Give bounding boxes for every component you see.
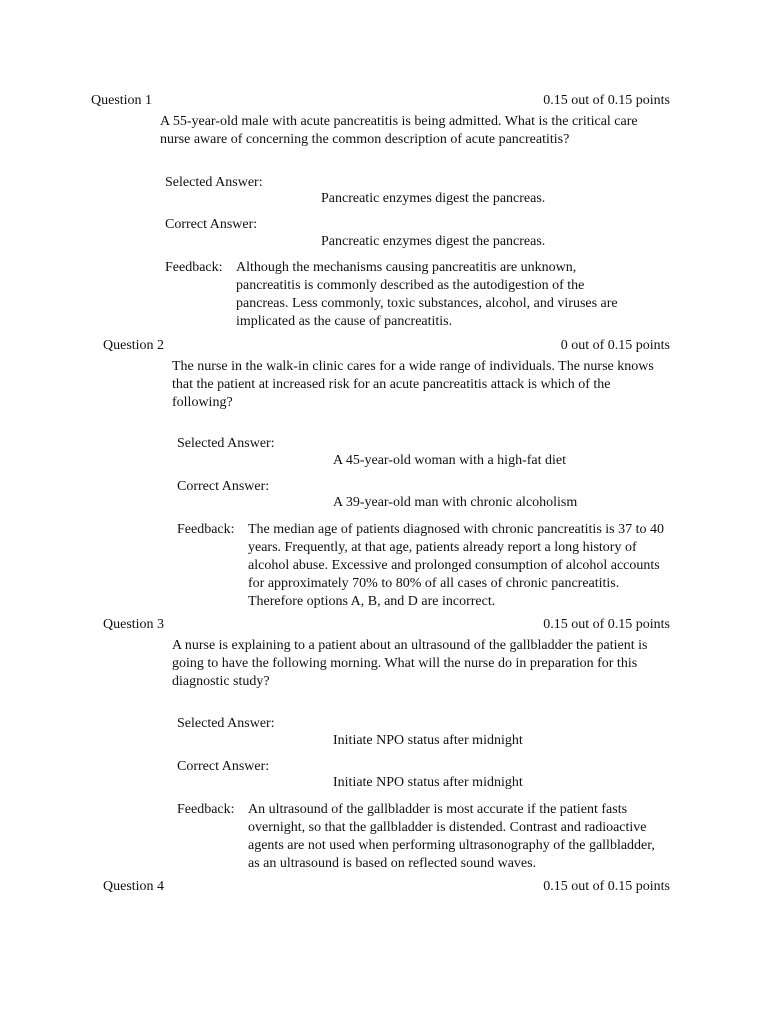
correct-answer-label: Correct Answer: — [177, 479, 270, 494]
feedback-text: The median age of patients diagnosed with chronic pancreatitis is 37 to 40 years. Frequently, at that age, patients already report a long history of alcohol abuse. Excessive and prolonged consumption of alcohol accounts for approximately 70% to 80% of all cases of chronic pancreatitis. Therefore options A, B, and D are incorrect. — [248, 522, 664, 609]
feedback-label: Feedback: — [165, 260, 223, 275]
feedback-text: Although the mechanisms causing pancreatitis are unknown, pancreatitis is commonly described as the autodigestion of the pancreas. Less commonly, toxic substances, alcohol, and viruses are implicated as the cause of pancreatitis. — [236, 260, 618, 329]
question-text: The nurse in the walk-in clinic cares for a wide range of individuals. The nurse knows that the patient at increased risk for an acute pancreatitis attack is which of the following? — [172, 359, 654, 410]
question-label: Question 4 — [103, 879, 165, 894]
question-3-header — [0, 616, 768, 634]
correct-answer-label: Correct Answer: — [165, 217, 258, 232]
question-points: 0.15 out of 0.15 points — [543, 617, 670, 632]
selected-answer-label: Selected Answer: — [177, 436, 275, 451]
feedback-label: Feedback: — [177, 802, 235, 817]
feedback-text: An ultrasound of the gallbladder is most accurate if the patient fasts overnight, so that the gallbladder is distended. Contrast and radioactive agents are not used when performing ultrasonography of the gallbladder, as an ultrasound is based on reflected sound waves. — [248, 802, 655, 871]
question-points: 0 out of 0.15 points — [560, 338, 670, 353]
question-2-header — [0, 337, 768, 355]
correct-answer-value: Pancreatic enzymes digest the pancreas. — [321, 234, 546, 249]
question-4-header — [0, 878, 768, 896]
question-text: A nurse is explaining to a patient about an ultrasound of the gallbladder the patient is going to have the following morning. What will the nurse do in preparation for this diagnostic study? — [172, 638, 648, 689]
question-label: Question 1 — [91, 93, 153, 108]
selected-answer-label: Selected Answer: — [165, 175, 263, 190]
selected-answer-value: Pancreatic enzymes digest the pancreas. — [321, 191, 546, 206]
question-1-header — [0, 92, 768, 110]
question-points: 0.15 out of 0.15 points — [543, 93, 670, 108]
correct-answer-value: Initiate NPO status after midnight — [333, 775, 523, 790]
question-text: A 55-year-old male with acute pancreatitis is being admitted. What is the critical care nurse aware of concerning the common description of acute pancreatitis? — [160, 114, 638, 147]
selected-answer-value: A 45-year-old woman with a high-fat diet — [333, 453, 566, 468]
question-label: Question 3 — [103, 617, 165, 632]
feedback-label: Feedback: — [177, 522, 235, 537]
correct-answer-label: Correct Answer: — [177, 759, 270, 774]
selected-answer-label: Selected Answer: — [177, 716, 275, 731]
selected-answer-value: Initiate NPO status after midnight — [333, 733, 523, 748]
correct-answer-value: A 39-year-old man with chronic alcoholism — [333, 495, 578, 510]
question-label: Question 2 — [103, 338, 165, 353]
question-points: 0.15 out of 0.15 points — [543, 879, 670, 894]
